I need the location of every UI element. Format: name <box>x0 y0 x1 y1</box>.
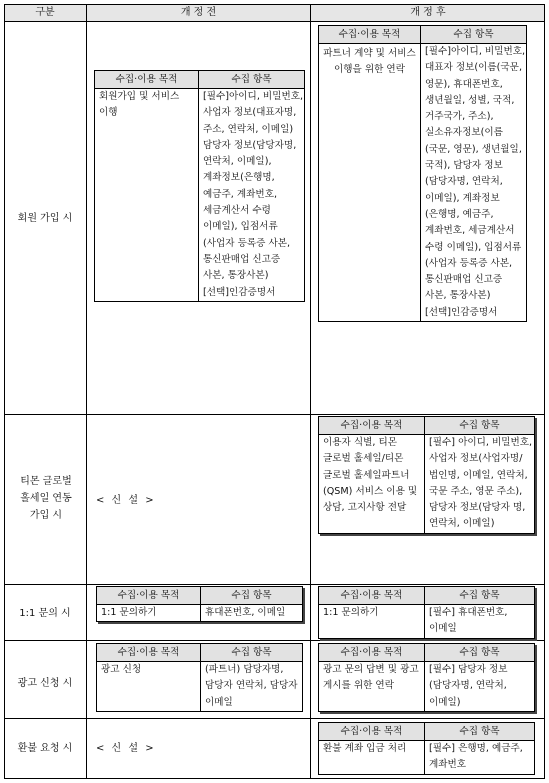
refund-after-table <box>318 722 535 775</box>
inquiry-after-table <box>318 586 535 639</box>
wholesale-after-purpose: 이용자 식별, 티몬 글로벌 홀세일/티몬 글로벌 홀세일파트너(QSM) 서비스 이용 및 상담, 고지사항 전달 <box>319 435 425 534</box>
header-after: 개 정 후 <box>410 7 446 18</box>
refund-before-new: < 신 설 > <box>96 743 154 754</box>
inquiry-after-purpose: 1:1 문의하기 <box>319 605 425 639</box>
wholesale-before-new: < 신 설 > <box>96 495 154 506</box>
purpose-header: 수집·이용 목적 <box>319 26 421 44</box>
purpose-header: 수집·이용 목적 <box>319 644 425 662</box>
ad-before-table <box>96 643 303 712</box>
category-signup: 회원 가입 시 <box>17 213 73 224</box>
signup-after-table <box>318 25 527 322</box>
ad-after-items: [필수] 담당자 정보(담당자명, 연락처, 이메일) <box>425 662 535 712</box>
category-refund: 환불 요청 시 <box>17 743 73 754</box>
items-header: 수집 항목 <box>425 587 535 605</box>
wholesale-after-table <box>318 416 535 534</box>
ad-before-items: (파트너) 담당자명, 담당자 연락처, 담당자 이메일 <box>201 662 303 712</box>
items-header: 수집 항목 <box>425 723 535 741</box>
category-ad: 광고 신청 시 <box>17 678 73 689</box>
purpose-header: 수집·이용 목적 <box>319 587 425 605</box>
ad-after-purpose: 광고 문의 답변 및 광고 게시를 위한 연락 <box>319 662 425 712</box>
signup-before-purpose: 회원가입 및 서비스 이행 <box>95 89 199 302</box>
purpose-header: 수집·이용 목적 <box>97 644 201 662</box>
items-header: 수집 항목 <box>201 587 303 605</box>
purpose-header: 수집·이용 목적 <box>319 417 425 435</box>
items-header: 수집 항목 <box>425 417 535 435</box>
inquiry-before-items: 휴대폰번호, 이메일 <box>201 605 303 622</box>
signup-before-items-optional: [선택]인감증명서 <box>199 285 305 302</box>
purpose-header: 수집·이용 목적 <box>319 723 425 741</box>
inquiry-before-purpose: 1:1 문의하기 <box>97 605 201 622</box>
refund-after-purpose: 환불 계좌 입금 처리 <box>319 741 425 775</box>
items-header: 수집 항목 <box>199 71 305 89</box>
refund-after-items: [필수] 은행명, 예금주, 계좌번호 <box>425 741 535 775</box>
inquiry-after-items: [필수] 휴대폰번호, 이메일 <box>425 605 535 639</box>
signup-before-table <box>94 70 305 302</box>
signup-after-purpose: 파트너 계약 및 서비스 이행을 위한 연락 <box>319 44 421 322</box>
purpose-header: 수집·이용 목적 <box>95 71 199 89</box>
ad-before-purpose: 광고 신청 <box>97 662 201 712</box>
wholesale-after-items: [필수] 아이디, 비밀번호, 사업자 정보(사업자명/법인명, 이메일, 연락처, 국문 주소, 영문 주소), 담당자 정보(담당자 명, 연락처, 이메일) <box>425 435 535 534</box>
signup-before-items: [필수]아이디, 비밀번호, 사업자 정보(대표자명, 주소, 연락처, 이메일) 담당자 정보(담당자명, 연락처, 이메일), 계좌정보(은행명, 예금주, 계좌번호, 세금계산서 수령 이메일), 입점서류(사업자 등록증 사본, 통신판매업 신고증 사본, 통장사본) <box>199 89 305 285</box>
inquiry-before-table <box>96 586 303 622</box>
items-header: 수집 항목 <box>201 644 303 662</box>
header-category: 구분 <box>35 7 55 18</box>
category-wholesale: 티몬 글로벌 홀세일 연동 가입 시 <box>20 476 72 521</box>
items-header: 수집 항목 <box>425 644 535 662</box>
ad-after-table <box>318 643 535 712</box>
purpose-header: 수집·이용 목적 <box>97 587 201 605</box>
items-header: 수집 항목 <box>421 26 527 44</box>
header-before: 개 정 전 <box>180 7 217 18</box>
signup-after-items-optional: [선택]인감증명서 <box>421 305 527 322</box>
category-inquiry: 1:1 문의 시 <box>19 608 71 619</box>
signup-after-items: [필수]아이디, 비밀번호, 대표자 정보(이름(국문, 영문), 휴대폰번호, 생년월일, 성별, 국적, 거주국가, 주소), 실소유자정보(이름(국문, 영문), 생년월일, 국적), 담당자 정보(담당자명, 연락처, 이메일), 계좌정보(은행명, 예금주, 계좌번호, 세금계산서 수령 이메일), 입점서류(사업자 등록증 사본, 통신판매업 신고증 사본, 통장사본) <box>421 44 527 305</box>
